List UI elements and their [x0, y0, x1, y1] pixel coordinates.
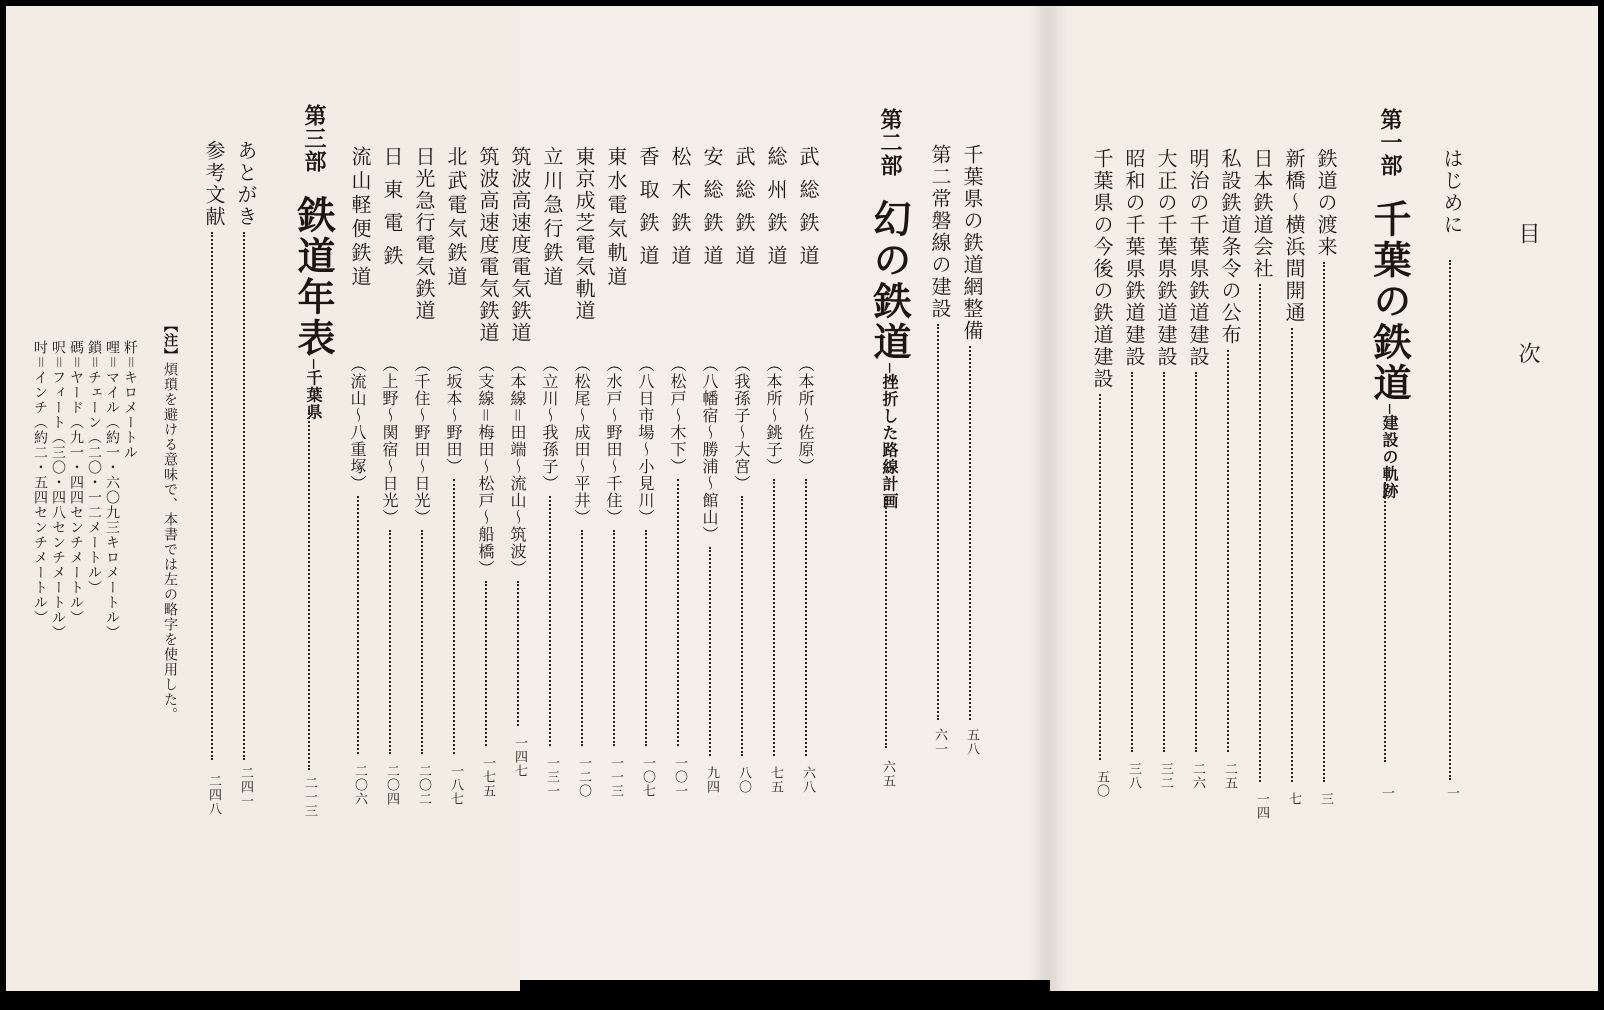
part2-title: 幻の鉄道	[867, 199, 912, 363]
toc-entry-label: 立川急行鉄道	[540, 146, 564, 290]
notes-intro: 煩瑣を避ける意味で、本書では左の略字を使用した。	[162, 362, 178, 722]
part3-subtitle: 千葉県	[304, 369, 323, 421]
toc-leader	[741, 496, 743, 756]
toc-page-number: 三八	[1126, 762, 1141, 790]
toc-leader	[1259, 284, 1261, 782]
page-bottom-gap	[520, 980, 1050, 1010]
notes-abbreviation: 吋＝インチ（約二・五四センチメートル）	[32, 340, 48, 625]
toc-leader	[243, 232, 245, 760]
toc-entry-route: （松戸～木下）	[668, 356, 687, 475]
toc-page-number: 一三一	[544, 756, 559, 798]
toc-entry-route: （八幡宿～勝浦～館山）	[700, 356, 719, 543]
toc-leader	[308, 410, 310, 770]
toc-page-number: 五八	[964, 728, 979, 756]
toc-entry-label: 日光急行電気鉄道	[412, 146, 436, 322]
toc-leader	[709, 547, 711, 756]
toc-page-number: 一一三	[608, 756, 623, 798]
toc-page-number: 二六	[1190, 762, 1205, 790]
toc-page-number: 一〇七	[640, 756, 655, 798]
toc-entry-route: （本所～銚子）	[764, 356, 783, 475]
bleed-through-text	[1494, 46, 1538, 76]
toc-entry-label: 流山軽便鉄道	[348, 146, 372, 290]
part2-subtitle-dash: ─	[880, 363, 899, 374]
toc-entry-label: 東京成芝電気軌道	[572, 146, 596, 322]
toc-leader	[677, 479, 679, 746]
toc-page-number: 八〇	[736, 766, 751, 794]
part1-number: 第一部	[1377, 108, 1402, 177]
toc-page-number: 二〇六	[352, 764, 367, 806]
toc-entry-route: （本所～佐原）	[796, 356, 815, 475]
toc-page-number: 二〇四	[384, 764, 399, 806]
toc-leader	[1384, 482, 1386, 762]
toc-page-number: 二五	[1222, 762, 1237, 790]
toc-leader	[581, 530, 583, 746]
toc-entry-label: 筑波高速度電気鉄道	[508, 146, 532, 344]
toc-page-number: 二四八	[206, 774, 221, 816]
toc-entry-label: 安総鉄道	[700, 146, 724, 278]
toc-page-number: 一四	[1254, 792, 1269, 820]
toc-entry-route: （本線＝田端～流山～筑波）	[508, 356, 527, 578]
part3-subtitle-dash: ─	[304, 359, 323, 370]
toc-leader	[969, 346, 971, 720]
toc-entry-label: 千葉県の今後の鉄道建設	[1090, 148, 1114, 390]
toc-entry-route: （千住～野田～日光）	[412, 356, 431, 526]
toc-entry-label: はじめに	[1440, 148, 1464, 236]
toc-page-number: 五〇	[1094, 770, 1109, 798]
toc-page-number: 七五	[768, 766, 783, 794]
toc-entry-label: 北武電気鉄道	[444, 146, 468, 290]
toc-page-number: 九四	[704, 766, 719, 794]
toc-page-number: 二四一	[238, 766, 253, 808]
toc-page-number: 二一三	[302, 776, 317, 818]
toc-entry-route: （八日市場～小見川）	[636, 356, 655, 526]
toc-leader	[357, 496, 359, 754]
toc-entry-route: （流山～八重塚）	[348, 356, 367, 492]
notes-abbreviation: 碼＝ヤード（九一・四四センチメートル）	[68, 340, 84, 625]
toc-leader	[1449, 260, 1451, 780]
toc-entry-label: 東水電気軌道	[604, 146, 628, 290]
toc-entry-label: 新橋～横浜間開通	[1282, 148, 1306, 324]
toc-entry-route: （我孫子～大宮）	[732, 356, 751, 492]
toc-page-number: 一二〇	[576, 756, 591, 798]
toc-page-number: 三二	[1158, 762, 1173, 790]
toc-leader	[421, 530, 423, 754]
toc-entry-label: 私設鉄道条令の公布	[1218, 148, 1242, 346]
toc-leader	[1163, 372, 1165, 752]
toc-leader	[453, 479, 455, 754]
notes-abbreviation: 粁＝キロメートル	[122, 340, 138, 460]
toc-page-number: 六八	[800, 766, 815, 794]
toc-page-number: 一七五	[480, 756, 495, 798]
toc-entry-label: 第二常磐線の建設	[928, 144, 952, 320]
toc-entry-route: （坂本～野田）	[444, 356, 463, 475]
toc-leader	[645, 530, 647, 746]
toc-leader	[389, 530, 391, 754]
notes-label: 【注】	[162, 318, 178, 363]
toc-entry-label: 昭和の千葉県鉄道建設	[1122, 148, 1146, 368]
toc-entry-route: （立川～我孫子）	[540, 356, 559, 492]
toc-page-number: 一	[1444, 786, 1459, 800]
toc-entry-label: 筑波高速度電気鉄道	[476, 146, 500, 344]
part3-title: 鉄道年表	[291, 195, 336, 359]
toc-entry-label: 鉄道の渡来	[1314, 148, 1338, 258]
part3-heading	[286, 104, 341, 421]
toc-leader	[885, 496, 887, 748]
toc-page-number: 六一	[932, 728, 947, 756]
toc-entry-label: 総州鉄道	[764, 146, 788, 278]
toc-page-number: 三	[1318, 792, 1333, 806]
toc-entry-intro	[1438, 148, 1467, 236]
toc-leader	[1131, 372, 1133, 752]
toc-leader	[211, 232, 213, 760]
part2-heading	[862, 108, 917, 510]
toc-leader	[1323, 262, 1325, 782]
toc-leader	[805, 479, 807, 756]
toc-leader	[937, 324, 939, 720]
toc-page-number: 一四七	[512, 736, 527, 778]
toc-leader	[1195, 372, 1197, 752]
toc-leader	[1227, 350, 1229, 752]
part1-subtitle: 建設の軌跡	[1380, 414, 1399, 500]
toc-leader	[1291, 328, 1293, 782]
toc-page-number: 六五	[880, 760, 895, 788]
toc-page-number: 七	[1286, 792, 1301, 806]
toc-page-number: 二〇二	[416, 764, 431, 806]
toc-entry-route: （支線＝梅田～松戸～船橋）	[476, 356, 495, 578]
toc-leader	[1099, 394, 1101, 760]
part2-subtitle: 挫折した路線計画	[880, 373, 899, 510]
toc-leader	[549, 496, 551, 746]
part2-number: 第二部	[877, 108, 902, 177]
toc-entry-label: 日本鉄道会社	[1250, 148, 1274, 280]
toc-entry-label: 大正の千葉県鉄道建設	[1154, 148, 1178, 368]
toc-entry-label: あとがき	[234, 140, 258, 228]
toc-entry-route: （上野～関宿～日光）	[380, 356, 399, 526]
toc-entry-label: 武総鉄道	[796, 146, 820, 278]
part1-title: 千葉の鉄道	[1367, 199, 1412, 404]
toc-entry-label: 松木鉄道	[668, 146, 692, 278]
toc-entry-route: （水戸～野田～千住）	[604, 356, 623, 526]
notes-abbreviation: 鎖＝チェーン（二〇・一二メートル）	[86, 340, 102, 595]
toc-entry-label: 香取鉄道	[636, 146, 660, 278]
toc-leader	[613, 530, 615, 746]
toc-entry-label: 参考文献	[202, 140, 226, 228]
toc-entry-label: 武総鉄道	[732, 146, 756, 278]
toc-entry-label: 明治の千葉県鉄道建設	[1186, 148, 1210, 368]
toc-page-number: 一〇一	[672, 756, 687, 798]
toc-entry-label: 日東電鉄	[380, 146, 404, 278]
book-binding-shadow	[1028, 6, 1068, 991]
toc-title: 目 次	[1515, 222, 1540, 402]
notes-abbreviation: 哩＝マイル（約一・六〇九三キロメートル）	[104, 340, 120, 640]
toc-leader	[773, 479, 775, 756]
part1-heading	[1362, 108, 1417, 500]
toc-entry-route: （松尾～成田～平井）	[572, 356, 591, 526]
part3-number: 第三部	[301, 104, 326, 173]
notes-abbreviation: 呎＝フィート（三〇・四八センチメートル）	[50, 340, 66, 640]
toc-page-number: 一	[1379, 786, 1394, 800]
toc-entry-label: 千葉県の鉄道網整備	[960, 144, 984, 342]
toc-leader	[517, 581, 519, 726]
toc-leader	[485, 581, 487, 746]
part1-subtitle-dash: ─	[1380, 404, 1399, 415]
toc-page-number: 一八七	[448, 764, 463, 806]
